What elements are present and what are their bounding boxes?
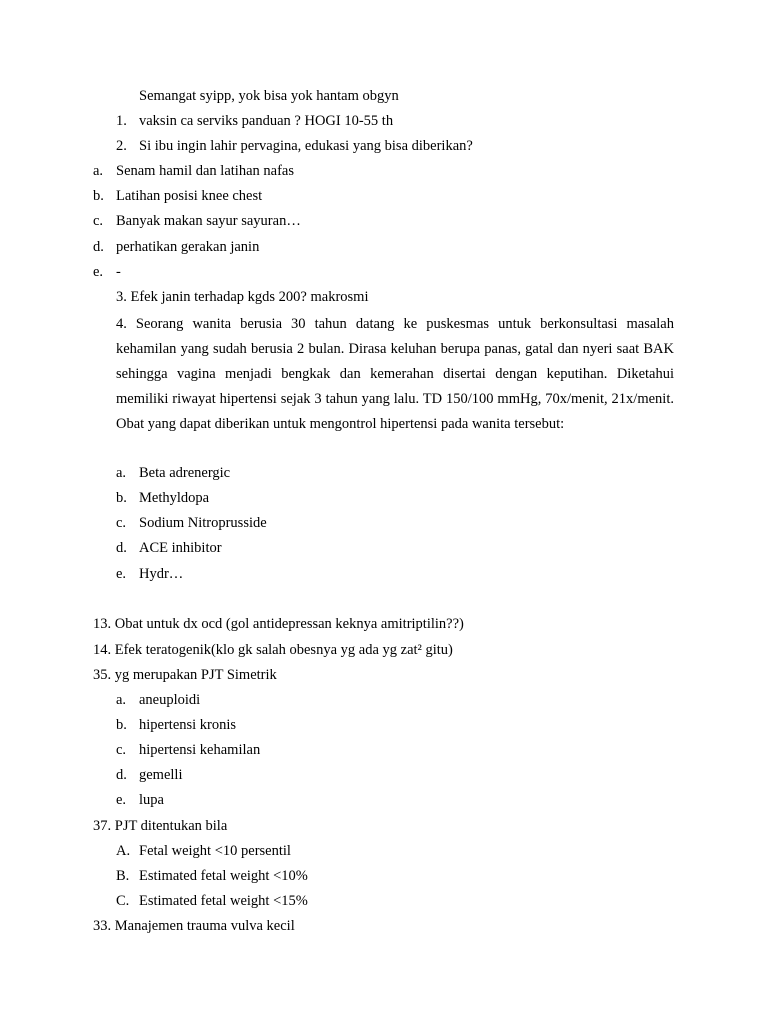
option-item [0, 742, 768, 762]
option-item [0, 540, 768, 560]
option-item [0, 893, 768, 913]
question-text: 14. Efek teratogenik(klo gk salah obesnya yg ada yg zat² gitu) [93, 642, 453, 658]
option-text: Sodium Nitroprusside [139, 515, 267, 531]
option-item [0, 692, 768, 712]
intro-text: Semangat syipp, yok bisa yok hantam obgyn [139, 88, 399, 104]
list-number: 1. [116, 113, 127, 129]
option-marker: a. [93, 163, 104, 179]
option-text: Methyldopa [139, 490, 210, 506]
option-marker: e. [116, 566, 127, 582]
option-marker: b. [116, 717, 127, 733]
option-marker: b. [93, 188, 104, 204]
option-marker: c. [116, 515, 127, 531]
option-text: hipertensi kehamilan [139, 742, 261, 758]
option-item [0, 163, 768, 183]
option-marker: a. [116, 465, 127, 481]
question-1 [0, 113, 768, 133]
option-text: hipertensi kronis [139, 717, 237, 733]
question-13 [0, 616, 768, 636]
option-text: Banyak makan sayur sayuran… [116, 213, 301, 229]
option-text: Fetal weight <10 persentil [139, 843, 291, 859]
option-text: perhatikan gerakan janin [116, 239, 260, 255]
question-text: 3. Efek janin terhadap kgds 200? makrosmi [116, 289, 369, 305]
question-3 [0, 289, 768, 309]
list-number: 2. [116, 138, 127, 154]
option-item [0, 239, 768, 259]
question-text: 35. yg merupakan PJT Simetrik [93, 667, 277, 683]
question-text: vaksin ca serviks panduan ? HOGI 10-55 th [139, 113, 394, 129]
option-marker: b. [116, 490, 127, 506]
option-marker: c. [116, 742, 127, 758]
option-text: Latihan posisi knee chest [116, 188, 263, 204]
option-item [0, 490, 768, 510]
option-item [0, 717, 768, 737]
intro-line [0, 88, 768, 108]
option-item [0, 188, 768, 208]
option-text: Senam hamil dan latihan nafas [116, 163, 294, 179]
option-item [0, 213, 768, 233]
question-2 [0, 138, 768, 158]
option-item [0, 566, 768, 586]
question-text: 37. PJT ditentukan bila [93, 818, 228, 834]
option-item [0, 264, 768, 284]
option-text: lupa [139, 792, 164, 808]
option-text: aneuploidi [139, 692, 201, 708]
option-marker: A. [116, 843, 131, 859]
option-marker: B. [116, 868, 130, 884]
option-text: Beta adrenergic [139, 465, 231, 481]
option-marker: e. [116, 792, 127, 808]
option-marker: C. [116, 893, 130, 909]
question-33 [0, 918, 768, 938]
question-text: Si ibu ingin lahir pervagina, edukasi yang bisa diberikan? [139, 138, 473, 154]
option-item [0, 767, 768, 787]
option-text: Hydr… [139, 566, 184, 582]
option-text: Estimated fetal weight <10% [139, 868, 308, 884]
option-marker: d. [116, 767, 127, 783]
option-text: ACE inhibitor [139, 540, 222, 556]
option-marker: a. [116, 692, 127, 708]
option-item [0, 868, 768, 888]
option-marker: c. [93, 213, 104, 229]
option-item [0, 515, 768, 535]
question-35 [0, 667, 768, 687]
option-marker: d. [116, 540, 127, 556]
option-item [0, 792, 768, 812]
option-item [0, 843, 768, 863]
question-37 [0, 818, 768, 838]
question-4-paragraph: 4. Seorang wanita berusia 30 tahun datang ke puskesmas untuk berkonsultasi masalah kehamilan yang sudah berusia 2 bulan. Dirasa keluhan berupa panas, gatal dan nyeri saat BAK sehingga vagina menjadi bengkak dan kemerahan disertai dengan keputihan. Diketahui memiliki riwayat hipertensi sejak 3 tahun yang lalu. TD 150/100 mmHg, 70x/menit, 21x/menit. Obat yang dapat diberikan untuk mengontrol hipertensi pada wanita tersebut: [116, 316, 674, 433]
option-text: - [116, 264, 121, 280]
option-text: gemelli [139, 767, 183, 783]
option-item [0, 465, 768, 485]
option-text: Estimated fetal weight <15% [139, 893, 308, 909]
option-marker: e. [93, 264, 104, 280]
option-marker: d. [93, 239, 104, 255]
question-text: 13. Obat untuk dx ocd (gol antidepressan keknya amitriptilin??) [93, 616, 464, 632]
question-text: 33. Manajemen trauma vulva kecil [93, 918, 295, 934]
question-14 [0, 642, 768, 662]
